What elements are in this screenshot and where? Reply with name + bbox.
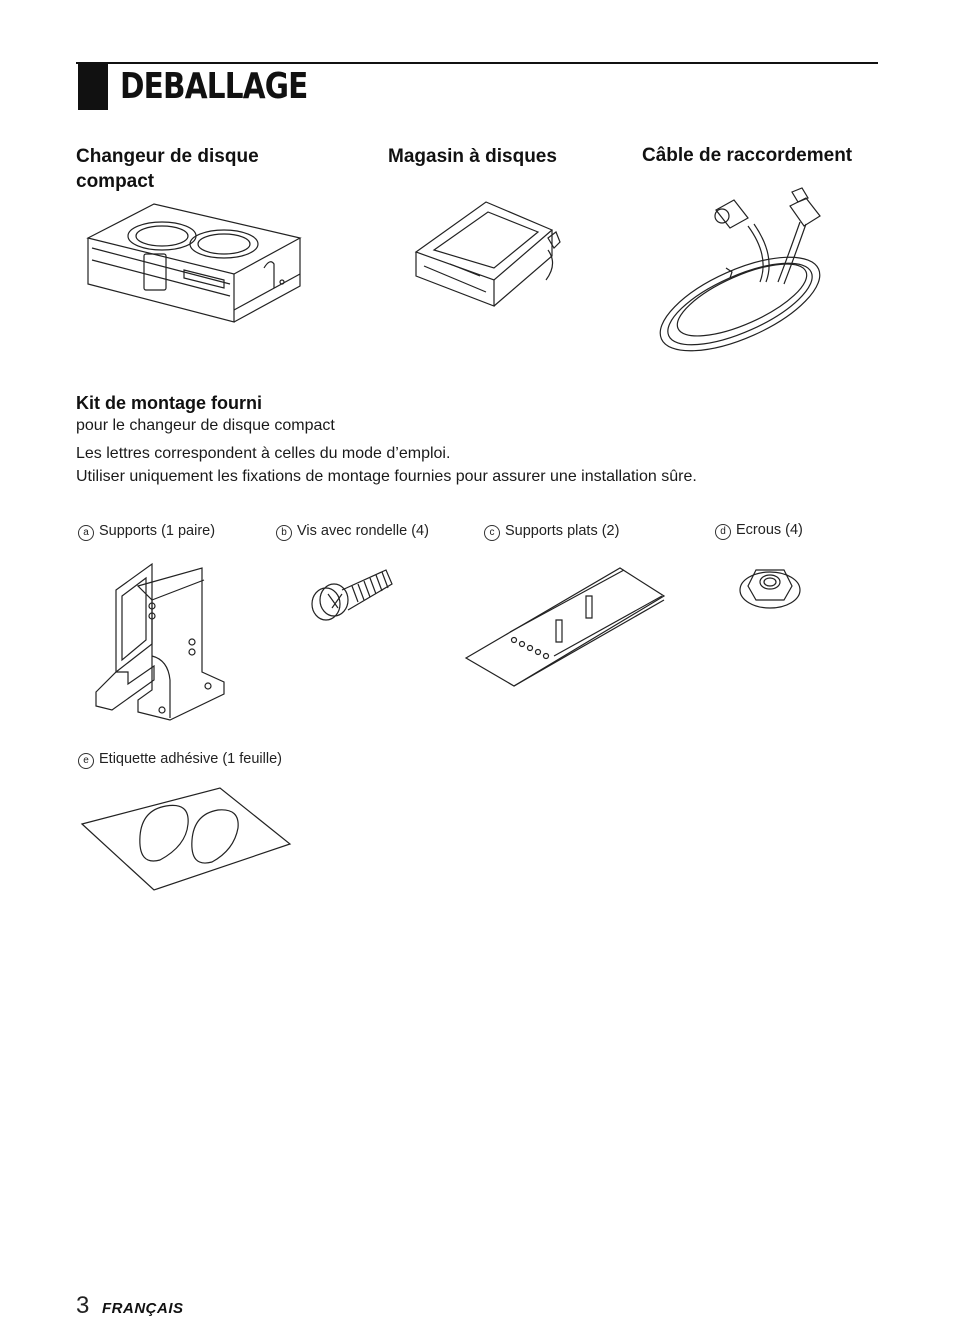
part-d-letter: d — [715, 524, 731, 540]
footer-language: FRANÇAIS — [102, 1300, 184, 1317]
part-e-text: Etiquette adhésive (1 feuille) — [99, 751, 282, 767]
part-c-letter: c — [484, 525, 500, 541]
part-c-label — [484, 523, 619, 541]
part-e-label — [78, 751, 282, 769]
kit-note-safety: Utiliser uniquement les fixations de montage fournies pour assurer une installation sûre. — [76, 468, 697, 485]
flat-supports-illustration — [464, 566, 668, 690]
heading-magazine: Magasin à disques — [388, 146, 557, 167]
heading-changer: Changeur de disque compact — [76, 146, 259, 192]
header-rule — [76, 62, 878, 64]
cd-changer-illustration — [84, 200, 314, 328]
brackets-illustration — [92, 560, 228, 722]
adhesive-label-illustration — [80, 784, 294, 894]
kit-subtitle: pour le changeur de disque compact — [76, 417, 335, 434]
page-number: 3 — [76, 1292, 90, 1319]
disc-magazine-illustration — [410, 200, 570, 310]
part-d-text: Ecrous (4) — [736, 522, 803, 538]
part-a-label — [78, 523, 215, 541]
part-c-text: Supports plats (2) — [505, 523, 620, 539]
kit-heading: Kit de montage fourni — [76, 393, 262, 413]
kit-note-letters: Les lettres correspondent à celles du mode d’emploi. — [76, 445, 451, 462]
cable-illustration — [650, 186, 840, 348]
heading-cable: Câble de raccordement — [642, 145, 853, 166]
title-marker — [78, 64, 108, 110]
page-title: DEBALLAGE — [120, 66, 308, 107]
part-a-text: Supports (1 paire) — [99, 523, 216, 539]
part-b-text: Vis avec rondelle (4) — [297, 523, 429, 539]
part-e-letter: e — [78, 753, 94, 769]
part-b-letter: b — [276, 525, 292, 541]
screw-illustration — [308, 564, 396, 624]
nut-illustration — [734, 560, 806, 612]
part-a-letter: a — [78, 525, 94, 541]
part-b-label — [276, 523, 429, 541]
part-d-label — [715, 522, 803, 540]
